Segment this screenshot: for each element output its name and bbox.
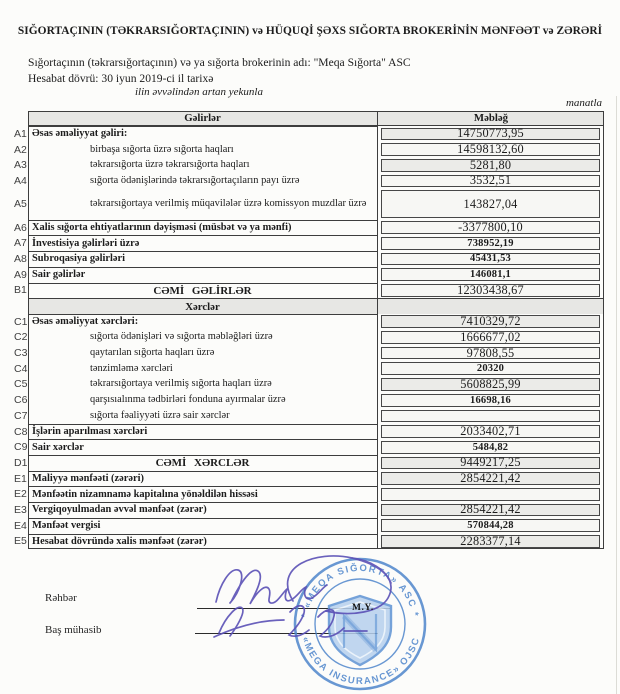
row-value-cell	[378, 439, 604, 455]
row-label: sığorta ödənişlərində təkrarsığortaçıların payı üzrə	[28, 173, 378, 189]
row-code	[14, 111, 28, 126]
row-value-cell	[378, 455, 604, 471]
row-label: sığorta ödənişləri və sığorta məbləğləri üzrə	[28, 330, 378, 346]
row-value-cell	[378, 502, 604, 518]
row-label: Əsas əməliyyat xərcləri:	[28, 314, 378, 330]
row-value-cell	[378, 173, 604, 189]
row-value-cell	[378, 251, 604, 267]
period-line: Hesabat dövrü: 30 iyun 2019-ci il tarixə	[28, 72, 214, 85]
handwritten-signatures	[180, 550, 420, 654]
row-label: sığorta fəaliyyəti üzrə sair xərclər	[28, 408, 378, 424]
page-title: SIĞORTAÇININ (TƏKRARSIĞORTAÇININ) və HÜQUQİ ŞƏXS SIĞORTA BROKERİNİN MƏNFƏƏT və ZƏRƏRİ	[17, 25, 603, 37]
table-row	[14, 439, 604, 455]
row-value: 14598132,60	[381, 143, 600, 156]
table-row	[14, 173, 604, 189]
table-row	[14, 486, 604, 502]
row-code: C5	[14, 378, 28, 391]
row-code: C9	[14, 441, 28, 454]
row-code: A5	[14, 198, 27, 211]
row-code: E4	[14, 519, 27, 532]
table-row	[14, 251, 604, 267]
table-row	[14, 502, 604, 518]
row-label: birbaşa sığorta üzrə sığorta haqları	[28, 142, 378, 158]
table-header-row	[14, 111, 604, 126]
scan-edge-artifact	[616, 96, 617, 694]
row-code: C2	[14, 331, 28, 344]
row-code: D1	[14, 456, 28, 469]
chief-accountant-label: Baş mühasib	[45, 624, 102, 636]
row-value-cell	[378, 235, 604, 251]
row-value-cell	[378, 298, 604, 314]
table-row	[14, 424, 604, 440]
row-value: 14750773,95	[381, 128, 600, 141]
table-row	[14, 345, 604, 361]
row-code: A2	[14, 143, 27, 156]
row-label: Sair gəlirlər	[28, 267, 378, 283]
table-row	[14, 157, 604, 173]
table-row	[14, 361, 604, 377]
table-row	[14, 235, 604, 251]
row-label: təkrarsığortaya verilmiş sığorta haqları üzrə	[28, 377, 378, 393]
row-value: 9449217,25	[381, 457, 600, 470]
row-value	[381, 410, 600, 423]
row-label: İnvestisiya gəlirləri üzrə	[28, 235, 378, 251]
row-label: təkrarsığortaya verilmiş müqavilələr üzrə komissyon muzdlar üzrə	[28, 189, 378, 220]
table-row	[14, 189, 604, 220]
row-code: A1	[14, 127, 27, 140]
row-value-cell	[378, 377, 604, 393]
entity-line: Sığortaçının (təkrarsığortaçının) və ya sığorta brokerinin adı: "Meqa Sığorta" ASC	[28, 56, 411, 69]
row-value: 2854221,42	[381, 504, 600, 517]
row-value: 146081,1	[381, 268, 600, 281]
row-label: İşlərin aparılması xərcləri	[28, 424, 378, 440]
row-value: 2283377,14	[381, 535, 600, 548]
row-label: Maliyyə mənfəəti (zərəri)	[28, 471, 378, 487]
table-row	[14, 142, 604, 158]
row-value: 45431,53	[381, 253, 600, 266]
row-value: 3532,51	[381, 175, 600, 188]
row-value-cell	[378, 408, 604, 424]
row-value-cell	[378, 345, 604, 361]
row-value-cell	[378, 534, 604, 550]
table-row	[14, 283, 604, 299]
table-row	[14, 298, 604, 314]
seal-mark: M.Y.	[352, 603, 374, 613]
row-value-cell	[378, 267, 604, 283]
table-body	[14, 126, 604, 549]
row-value: 7410329,72	[381, 315, 600, 328]
row-value: 738952,19	[381, 237, 600, 250]
table-row	[14, 377, 604, 393]
table-row	[14, 518, 604, 534]
row-label: Subroqasiya gəlirləri	[28, 251, 378, 267]
row-value-cell	[378, 220, 604, 236]
column-header-amount: Məbləğ	[473, 112, 509, 124]
row-code: B1	[14, 284, 27, 297]
table-row	[14, 314, 604, 330]
accrual-note: ilin əvvəlindən artan yekunla	[135, 86, 263, 98]
row-value: 12303438,67	[381, 284, 600, 297]
profit-loss-table	[14, 111, 604, 549]
row-code: C7	[14, 409, 28, 422]
row-code: A6	[14, 221, 27, 234]
table-row	[14, 455, 604, 471]
row-value-cell	[378, 471, 604, 487]
column-header-incomes: Gəlirlər	[28, 111, 378, 126]
row-value-cell	[378, 157, 604, 173]
row-label: CƏMİ GƏLİRLƏR	[28, 283, 378, 299]
row-code: C3	[14, 347, 28, 360]
table-row	[14, 534, 604, 550]
row-value-cell	[378, 424, 604, 440]
row-value: 97808,55	[381, 347, 600, 360]
row-label: Əsas əməliyyat gəliri:	[28, 126, 378, 142]
stamp-bottom-text: «MEGA INSURANCE» OJSC	[299, 635, 423, 688]
row-value-cell	[378, 283, 604, 299]
row-label: Hesabat dövründə xalis mənfəət (zərər)	[28, 534, 378, 550]
row-value: 143827,04	[381, 190, 600, 218]
table-row	[14, 267, 604, 283]
row-value-cell	[378, 189, 604, 220]
row-code	[14, 298, 28, 314]
row-code: A9	[14, 268, 27, 281]
row-value: 5281,80	[381, 159, 600, 172]
row-value: 5608825,99	[381, 378, 600, 391]
row-value-cell	[378, 518, 604, 534]
row-value: 16698,16	[381, 394, 600, 407]
table-row	[14, 220, 604, 236]
row-value-cell	[378, 330, 604, 346]
row-label: qaytarılan sığorta haqları üzrə	[28, 345, 378, 361]
row-value-cell	[378, 486, 604, 502]
row-value	[381, 488, 600, 501]
row-value-cell	[378, 361, 604, 377]
row-code: C6	[14, 394, 28, 407]
row-label: Vergiqoyulmadan əvvəl mənfəət (zərər)	[28, 502, 378, 518]
row-code: C4	[14, 362, 28, 375]
table-row	[14, 392, 604, 408]
row-value: 20320	[381, 362, 600, 375]
row-value-cell	[378, 392, 604, 408]
row-value-cell	[378, 314, 604, 330]
row-value: 1666677,02	[381, 331, 600, 344]
table-row	[14, 471, 604, 487]
row-value: 2033402,71	[381, 425, 600, 438]
row-value: -3377800,10	[381, 221, 600, 234]
leader-label: Rəhbər	[45, 592, 77, 604]
row-code: E1	[14, 472, 27, 485]
row-code: E2	[14, 488, 27, 501]
row-label: qarşısıalınma tədbirləri fonduna ayırmalar üzrə	[28, 392, 378, 408]
table-row	[14, 330, 604, 346]
row-label: Xalis sığorta ehtiyatlarının dəyişməsi (müsbət və ya mənfi)	[28, 220, 378, 236]
row-code: E3	[14, 503, 27, 516]
row-code: A4	[14, 174, 27, 187]
table-row	[14, 408, 604, 424]
row-code: A8	[14, 252, 27, 265]
row-value: 2854221,42	[381, 472, 600, 485]
row-code: A3	[14, 159, 27, 172]
row-code: E5	[14, 535, 27, 548]
row-value: 570844,28	[381, 519, 600, 532]
row-code: C1	[14, 315, 28, 328]
stamp-top-text: * «MEQA SIĞORTA» ASC *	[299, 562, 421, 619]
row-label: Mənfəətin nizamnamə kapitalına yönəldilən hissəsi	[28, 486, 378, 502]
row-code: A7	[14, 237, 27, 250]
row-label: CƏMİ XƏRCLƏR	[28, 455, 378, 471]
row-label: Sair xərclər	[28, 439, 378, 455]
row-label: təkrarsığorta üzrə təkrarsığorta haqları	[28, 157, 378, 173]
row-label: tənzimləmə xərcləri	[28, 361, 378, 377]
row-value-cell	[378, 142, 604, 158]
row-code: C8	[14, 425, 28, 438]
row-label: Mənfəət vergisi	[28, 518, 378, 534]
row-value-cell	[378, 126, 604, 142]
row-value: 5484,82	[381, 441, 600, 454]
table-row	[14, 126, 604, 142]
currency-note: manatla	[565, 97, 602, 109]
accountant-signature	[214, 606, 367, 637]
row-label: Xərclər	[28, 298, 378, 314]
